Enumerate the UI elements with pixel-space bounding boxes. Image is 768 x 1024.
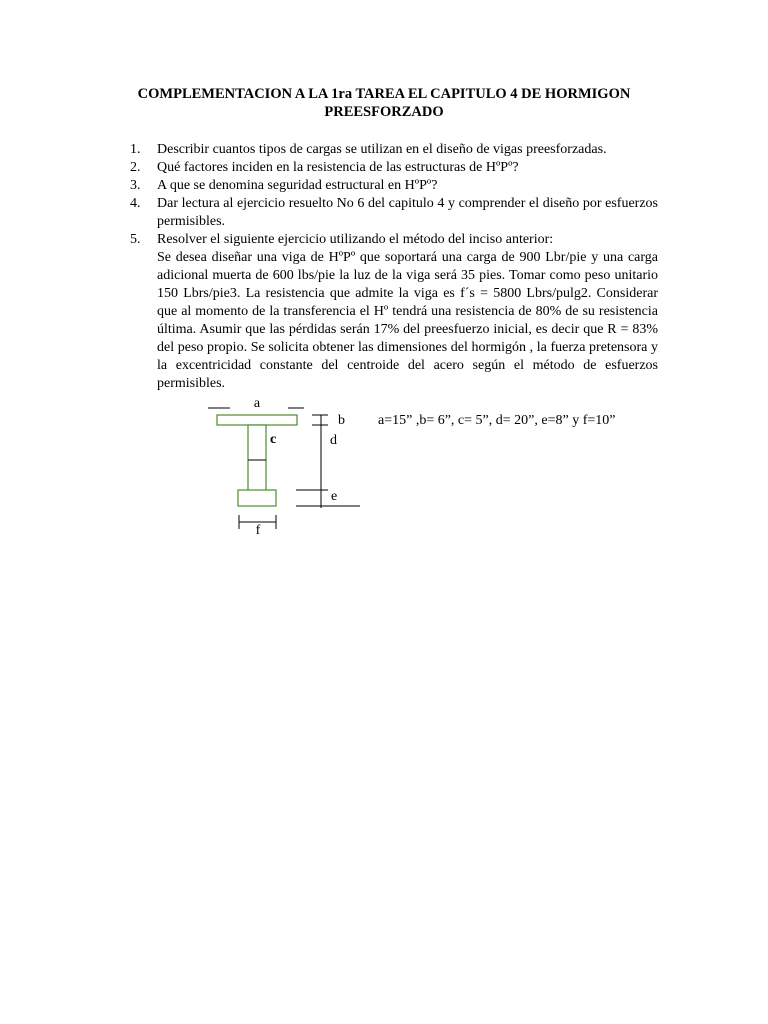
question-item [130, 231, 658, 393]
question-text: Dar lectura al ejercicio resuelto No 6 del capitulo 4 y comprender el diseño por esfuerzos permisibles. [157, 196, 658, 229]
label-d: d [330, 433, 337, 448]
beam-bottom-flange [238, 490, 276, 506]
beam-section-diagram [200, 393, 360, 538]
question-list [130, 141, 658, 393]
question-number: 1. [130, 142, 141, 157]
title-line-1: COMPLEMENTACION A LA 1ra TAREA EL CAPITULO 4 DE HORMIGON [137, 86, 631, 102]
question-text: Qué factores inciden en la resistencia de las estructuras de HºPº? [157, 160, 519, 175]
question-number: 2. [130, 160, 141, 175]
question-number: 5. [130, 232, 141, 247]
beam-web [248, 425, 266, 491]
document-title [100, 85, 668, 121]
question-item [130, 195, 658, 231]
dimension-values: a=15” ,b= 6”, c= 5”, d= 20”, e=8” y f=10” [378, 413, 616, 428]
question-number: 4. [130, 196, 141, 211]
exercise-statement: Se desea diseñar una viga de HºPº que soportará una carga de 900 Lbr/pie y una carga adicional muerta de 600 lbs/pie la luz de la viga será 35 pies. Tomar como peso unitario 150 Lbrs/pie3. La resistencia que admite la viga es f´s = 5800 Lbrs/pulg2. Considerar que al momento de la transferencia el Hº tendrá una resistencia de 80% de su resistencia última. Asumir que las pérdidas serán 17% del preesfuerzo inicial, es decir que R = 83% del peso propio. Se solicita obtener las dimensiones del hormigón , la fuerza pretensora y la excentricidad constante del centroide del acero según el método de esfuerzos permisibles. [157, 250, 658, 391]
label-f: f [255, 523, 261, 538]
label-e: e [331, 489, 338, 504]
question-number: 3. [130, 178, 141, 193]
question-text: A que se denomina seguridad estructural en HºPº? [157, 178, 438, 193]
title-line-2: PREESFORZADO [324, 104, 444, 120]
label-a: a [253, 396, 261, 411]
question-item [130, 159, 658, 177]
beam-flange [217, 415, 297, 425]
question-item [130, 141, 658, 159]
question-text: Resolver el siguiente ejercicio utilizando el método del inciso anterior: [157, 232, 554, 247]
label-c: c [270, 432, 277, 447]
question-item [130, 177, 658, 195]
question-text: Describir cuantos tipos de cargas se utilizan en el diseño de vigas preesforzadas. [157, 142, 607, 157]
beam-section-svg [200, 393, 360, 538]
label-b: b [338, 413, 345, 428]
